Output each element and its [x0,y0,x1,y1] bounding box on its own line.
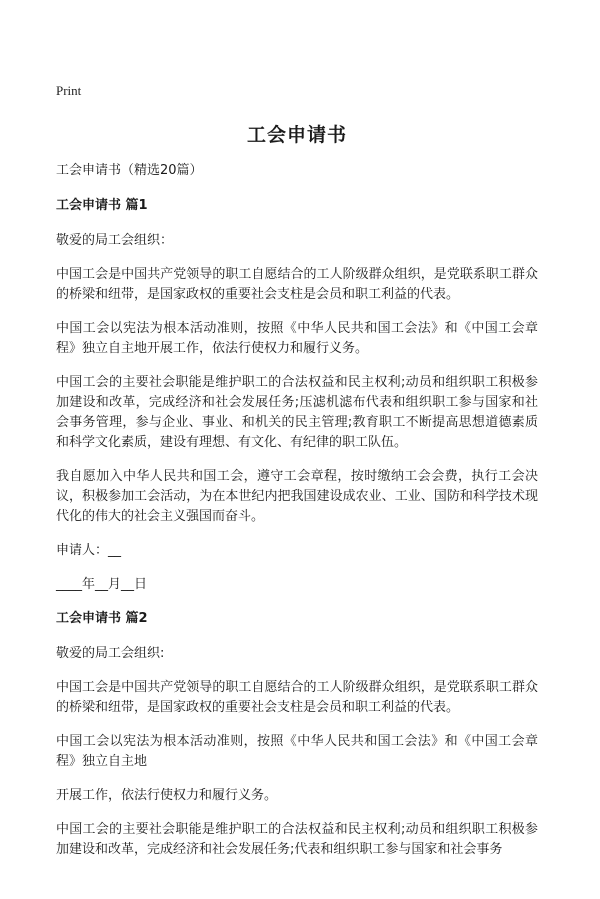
paragraph: 中国工会的主要社会职能是维护职工的合法权益和民主权利;动员和组织职工积极参加建设和改革，完成经济和社会发展任务;代表和组织职工参与国家和社会事务 [56,822,538,857]
salutation: 敬爱的局工会组织: [56,646,165,661]
paragraph: 中国工会的主要社会职能是维护职工的合法权益和民主权利;动员和组织职工积极参加建设和改革，完成经济和社会发展任务;压滤机滤布代表和组织职工参与国家和社会事务管理，参与企业、事业、和机关的民主管理;教育职工不断提高思想道德素质和科学文化素质，建设有理想、有文化、有纪律的职工队伍。 [56,375,538,450]
section-heading: 工会申请书 篇2 [56,611,148,626]
print-label[interactable]: Print [56,83,82,98]
paragraph: 中国工会是中国共产党领导的职工自愿结合的工人阶级群众组织，是党联系职工群众的桥梁和纽带，是国家政权的重要社会支柱是会员和职工利益的代表。 [56,267,538,302]
paragraph: 中国工会以宪法为根本活动准则，按照《中华人民共和国工会法》和《中国工会章程》独立自主地 [56,734,538,769]
paragraph: 开展工作，依法行使权力和履行义务。 [56,788,278,803]
document-title: 工会申请书 [246,124,347,146]
document-subtitle: 工会申请书（精选20篇） [56,163,203,178]
section-2 [56,609,538,860]
salutation: 敬爱的局工会组织： [56,233,174,248]
section-heading: 工会申请书 篇1 [56,198,148,213]
section-1 [56,196,538,595]
date-line: ____年__月__日 [56,577,148,592]
paragraph: 我自愿加入中华人民共和国工会，遵守工会章程，按时缴纳工会会费，执行工会决议，积极参加工会活动，为在本世纪内把我国建设成农业、工业、国防和科学技术现代化的伟大的社会主义强国而奋斗。 [56,469,538,524]
applicant-line: 申请人：__ [56,543,122,558]
paragraph: 中国工会以宪法为根本活动准则，按照《中华人民共和国工会法》和《中国工会章程》独立自主地开展工作，依法行使权力和履行义务。 [56,321,538,356]
paragraph: 中国工会是中国共产党领导的职工自愿结合的工人阶级群众组织，是党联系职工群众的桥梁和纽带，是国家政权的重要社会支柱是会员和职工利益的代表。 [56,680,538,715]
